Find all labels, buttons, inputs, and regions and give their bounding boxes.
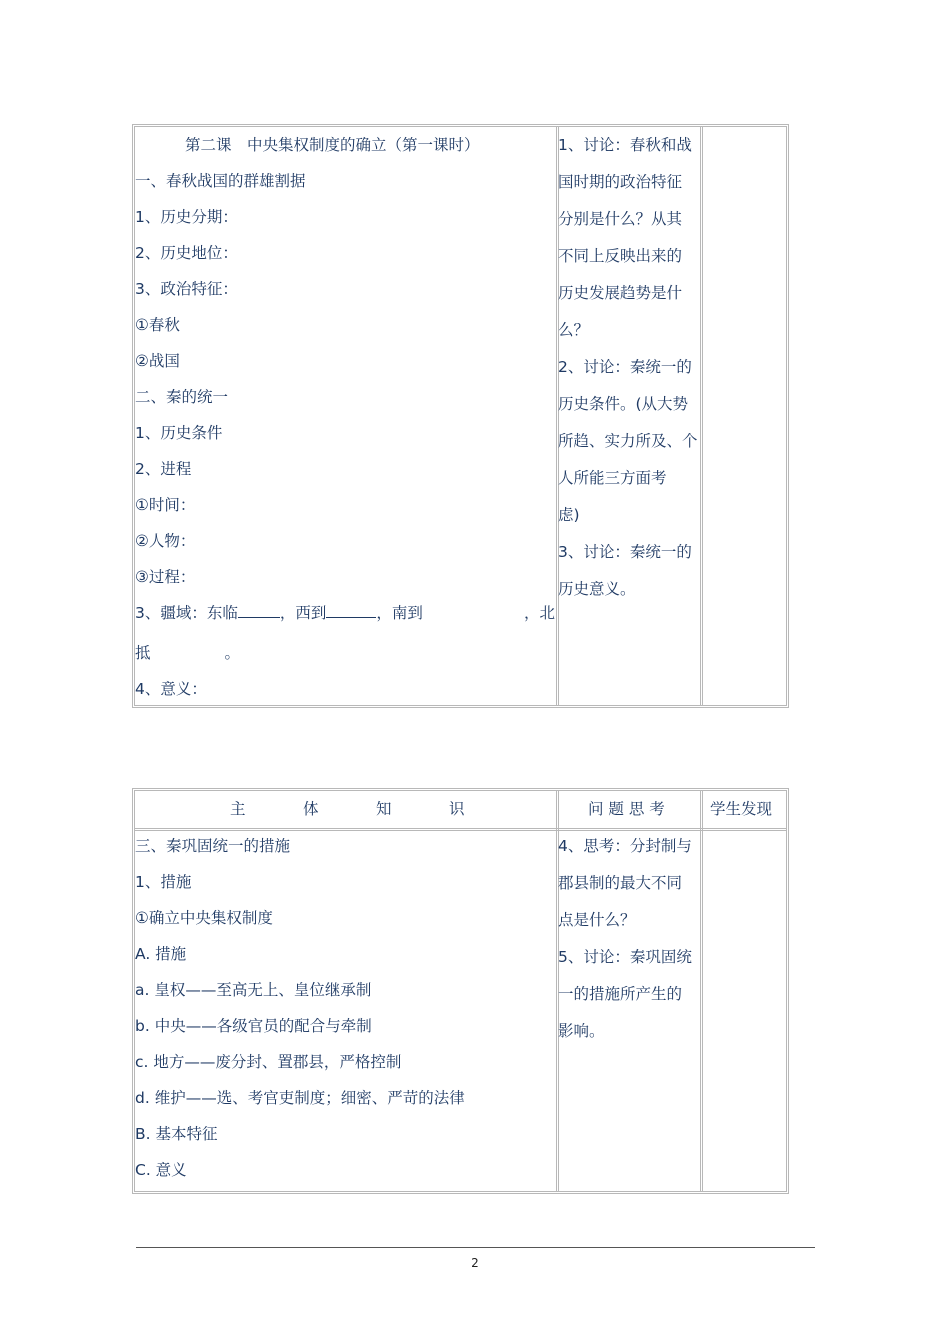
text-fragment: 抵 — [135, 644, 151, 662]
question-line: 历史意义。 — [558, 580, 636, 598]
question-line: 1、讨论：春秋和战 — [558, 136, 692, 154]
text-line: b. 中央——各级官员的配合与牵制 — [135, 1017, 372, 1035]
question-line: 分别是什么？从其 — [558, 210, 683, 228]
text-line: ①时间： — [135, 496, 196, 514]
question-line: 历史条件。(从大势 — [558, 395, 689, 413]
text-line: 1、措施 — [135, 873, 192, 891]
question-line: 一的措施所产生的 — [558, 985, 683, 1003]
header-main-char: 体 — [303, 800, 319, 818]
text-line: A. 措施 — [135, 945, 187, 963]
header-questions: 问 题 思 考 — [588, 800, 665, 818]
text-line: 1、历史分期： — [135, 208, 238, 226]
text-line: 3、政治特征： — [135, 280, 238, 298]
text-fragment: ，北 — [524, 604, 556, 622]
question-line: 4、思考：分封制与 — [558, 837, 692, 855]
question-line: 么？ — [558, 321, 590, 339]
text-fragment: ，西到 — [279, 604, 327, 622]
text-line: ②战国 — [135, 352, 180, 370]
text-line: ①春秋 — [135, 316, 180, 334]
question-line: 郡县制的最大不同 — [558, 874, 683, 892]
fill-blank-west — [326, 599, 376, 618]
question-line: 5、讨论：秦巩固统 — [558, 948, 692, 966]
lesson-title: 第二课 中央集权制度的确立（第一课时） — [185, 136, 480, 154]
question-line: 不同上反映出来的 — [558, 247, 683, 265]
question-line: 历史发展趋势是什 — [558, 284, 683, 302]
text-line: d. 维护——选、考官吏制度；细密、严苛的法律 — [135, 1089, 465, 1107]
question-line: 所趋、实力所及、个 — [558, 432, 698, 450]
text-line: B. 基本特征 — [135, 1125, 218, 1143]
text-fragment: ，南到 — [376, 604, 423, 622]
text-line: 1、历史条件 — [135, 424, 223, 442]
text-line: ①确立中央集权制度 — [135, 909, 273, 927]
text-line: C. 意义 — [135, 1161, 187, 1179]
header-main-char: 识 — [449, 800, 465, 818]
territory-line — [135, 595, 423, 631]
text-line: c. 地方——废分封、置郡县，严格控制 — [135, 1053, 402, 1071]
column-divider — [700, 127, 703, 705]
text-line: ②人物： — [135, 532, 196, 550]
text-line: a. 皇权——至高无上、皇位继承制 — [135, 981, 372, 999]
lesson-table-2 — [132, 788, 789, 1194]
section-heading: 三、秦巩固统一的措施 — [135, 837, 291, 855]
text-line: 4、意义： — [135, 680, 207, 698]
header-main-char: 知 — [376, 800, 392, 818]
fill-blank-east — [238, 599, 280, 618]
footer-rule — [136, 1247, 815, 1248]
question-line: 虑) — [558, 506, 580, 524]
page-number: 2 — [471, 1256, 479, 1270]
header-discovery: 学生发现 — [710, 800, 773, 818]
territory-line-2 — [135, 635, 240, 671]
text-fragment: 3、疆域：东临 — [135, 604, 238, 622]
section-heading: 一、春秋战国的群雄割据 — [135, 172, 306, 190]
question-line: 2、讨论：秦统一的 — [558, 358, 692, 376]
question-line: 点是什么？ — [558, 911, 636, 929]
question-line: 影响。 — [558, 1022, 605, 1040]
question-line: 人所能三方面考 — [558, 469, 667, 487]
text-fragment: 。 — [224, 644, 241, 662]
question-line: 国时期的政治特征 — [558, 173, 683, 191]
lesson-table-1 — [132, 124, 789, 708]
text-line: 2、进程 — [135, 460, 192, 478]
text-line: 2、历史地位： — [135, 244, 238, 262]
section-heading: 二、秦的统一 — [135, 388, 229, 406]
question-line: 3、讨论：秦统一的 — [558, 543, 692, 561]
column-divider — [700, 791, 703, 1191]
text-line: ③过程： — [135, 568, 196, 586]
header-main-char: 主 — [230, 800, 246, 818]
